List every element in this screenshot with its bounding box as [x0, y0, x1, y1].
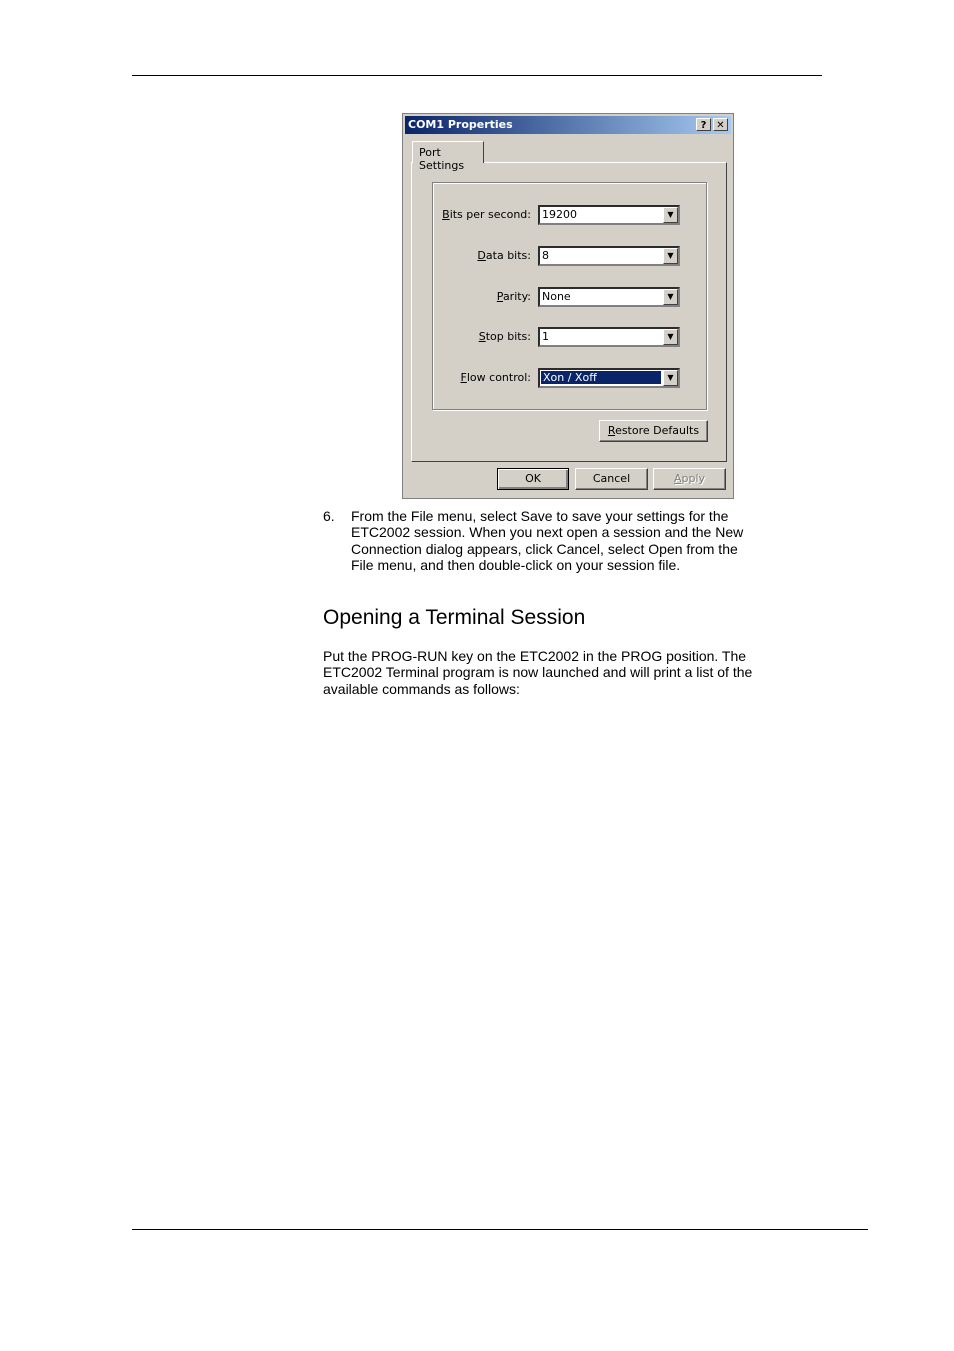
data-bits-select[interactable]: 8 ▼ [538, 246, 680, 266]
apply-button[interactable]: Apply [653, 468, 726, 490]
help-button[interactable]: ? [696, 118, 711, 131]
chevron-down-icon[interactable]: ▼ [663, 289, 678, 305]
chevron-down-icon[interactable]: ▼ [663, 370, 678, 386]
chevron-down-icon[interactable]: ▼ [663, 207, 678, 223]
field-stop-bits [403, 327, 735, 347]
dialog-title: COM1 Properties [408, 118, 513, 131]
tab-port-settings[interactable] [412, 141, 484, 172]
com1-properties-dialog [402, 113, 734, 499]
parity-select[interactable]: None ▼ [538, 287, 680, 307]
title-bar[interactable] [405, 116, 731, 134]
chevron-down-icon[interactable]: ▼ [663, 329, 678, 345]
cancel-button[interactable]: Cancel [575, 468, 648, 490]
bits-per-second-select[interactable]: 19200 ▼ [538, 205, 680, 225]
section-heading: Opening a Terminal Session [323, 606, 586, 629]
field-data-bits [403, 246, 735, 266]
close-button[interactable]: ✕ [713, 118, 728, 131]
stop-bits-select[interactable]: 1 ▼ [538, 327, 680, 347]
field-label: Stop bits: [478, 330, 531, 343]
step-text: From the File menu, select Save to save your settings for the ETC2002 session. When you next open a session and the New Connection dialog appears, click Cancel, select Open from the File menu, and then double-click on your session file. [351, 508, 744, 573]
footer-rule [132, 1229, 868, 1230]
field-label: Flow control: [460, 371, 531, 384]
tab-label: Port Settings [419, 146, 465, 172]
ok-button[interactable]: OK [497, 468, 569, 490]
field-bits-per-second [403, 205, 735, 225]
chevron-down-icon[interactable]: ▼ [663, 248, 678, 264]
field-label: Parity: [496, 290, 531, 303]
header-rule [132, 75, 822, 76]
section-paragraph: Put the PROG-RUN key on the ETC2002 in the PROG position. The ETC2002 Terminal program is now launched and will print a list of the available commands as follows: [323, 648, 753, 697]
flow-control-select[interactable]: Xon / Xoff ▼ [538, 368, 680, 388]
field-flow-control [403, 368, 735, 388]
step-number: 6. [323, 508, 335, 524]
field-label: Bits per second: [442, 208, 531, 221]
field-parity [403, 287, 735, 307]
field-label: Data bits: [477, 249, 531, 262]
restore-defaults-button[interactable]: Restore Defaults [599, 420, 708, 442]
